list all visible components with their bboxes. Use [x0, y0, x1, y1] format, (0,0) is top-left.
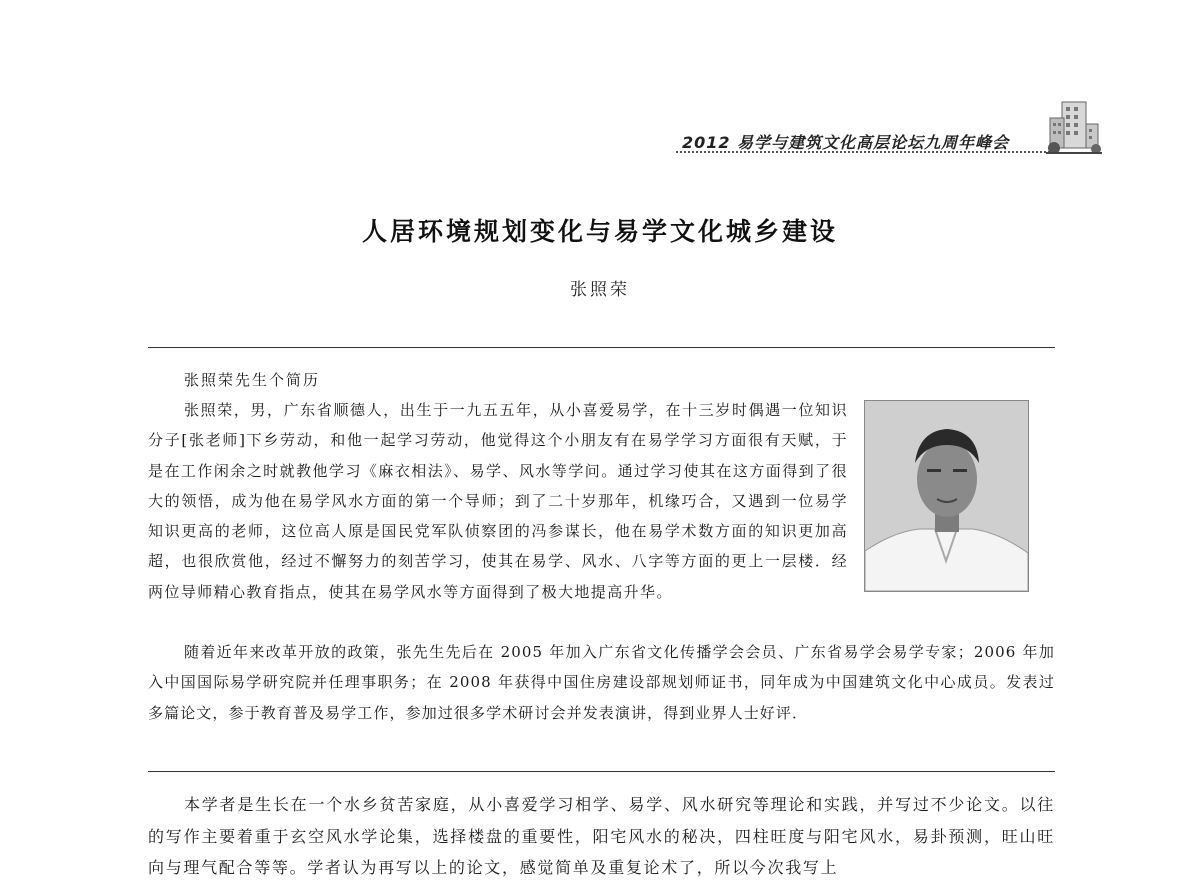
running-header: 2012 易学与建筑文化高层论坛九周年峰会 — [682, 133, 1010, 152]
author-portrait — [864, 400, 1029, 592]
article-author: 张照荣 — [570, 280, 630, 300]
header-dotted-rule — [676, 151, 1054, 153]
top-divider — [148, 347, 1055, 348]
bio-heading: 张照荣先生个简历 — [184, 371, 321, 389]
bio-paragraph-2: 随着近年来改革开放的政策，张先生先后在 2005 年加入广东省文化传播学会会员、广东省易学会易学专家；2006 年加入中国国际易学研究院并任理事职务；在 2008 年获得中国住房建设部规划师证书，同年成为中国建筑文化中心成员。发表过多篇论文，参于教育普及易学工作，参加过很多学术研讨会并发表演讲，得到业界人士好评． — [148, 643, 1055, 722]
bio-paragraph: 张照荣，男，广东省顺德人，出生于一九五五年，从小喜爱易学，在十三岁时偶遇一位知识分子[张老师]下乡劳动，和他一起学习劳动，他觉得这个小朋友有在易学学习方面很有天赋，于是在工作闲余之时就教他学习《麻衣相法》、易学、风水等学问。通过学习使其在这方面得到了很大的领悟，成为他在易学风水方面的第一个导师；到了二十岁那年，机缘巧合，又遇到一位易学知识更高的老师，这位高人原是国民党军队侦察团的冯参谋长，他在易学术数方面的知识更加高超，也很欣赏他，经过不懈努力的刻苦学习，使其在易学、风水、八字等方面的更上一层楼．经两位导师精心教育指点，使其在易学风水等方面得到了极大地提高升华。 — [148, 401, 848, 601]
building-icon — [1044, 96, 1104, 156]
article-title: 人居环境规划变化与易学文化城乡建设 — [361, 217, 838, 246]
bottom-divider — [148, 771, 1055, 772]
body-paragraph: 本学者是生长在一个水乡贫苦家庭，从小喜爱学习相学、易学、风水研究等理论和实践，并写过不少论文。以往的写作主要着重于玄空风水学论集，选择楼盘的重要性，阳宅风水的秘决，四柱旺度与阳宅风水，易卦预测，旺山旺向与理气配合等等。学者认为再写以上的论文，感觉简单及重复论术了，所以今次我写上 — [148, 795, 1055, 877]
